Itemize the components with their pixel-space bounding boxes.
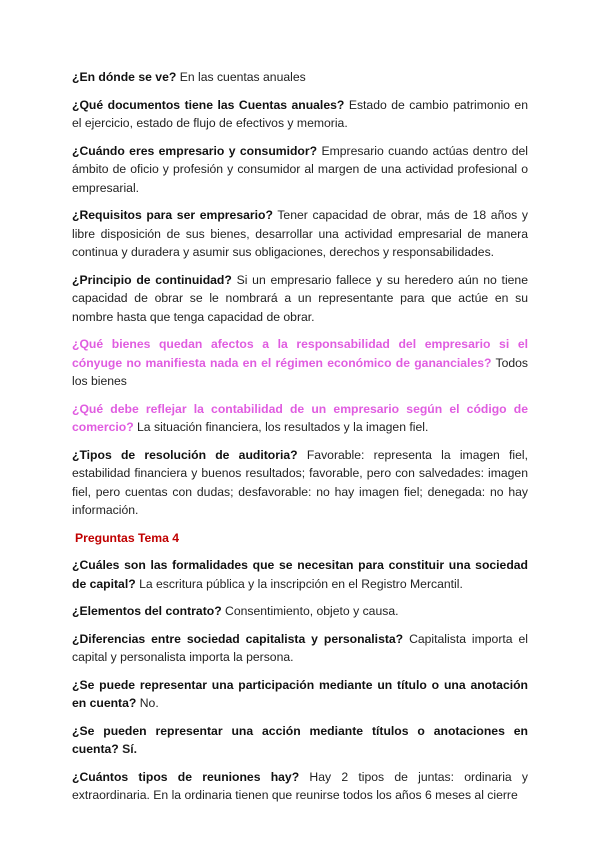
answer: La escritura pública y la inscripción en el Registro Mercantil.: [139, 576, 463, 591]
answer: Todos los bienes: [72, 355, 529, 388]
qa-item: [72, 602, 528, 621]
answer: En las cuentas anuales: [179, 70, 306, 84]
qa-item: [72, 271, 528, 327]
section-title: Preguntas Tema 4: [75, 530, 180, 545]
qa-item: [72, 400, 528, 437]
qa-item: [72, 68, 528, 87]
question-highlighted: ¿Qué debe reflejar la contabilidad de un empresario según el código de comercio?: [72, 401, 528, 434]
question: ¿Tipos de resolución de auditoria?: [72, 447, 298, 462]
question: ¿Qué documentos tiene las Cuentas anuales?: [72, 97, 345, 112]
question: ¿Diferencias entre sociedad capitalista y personalista?: [72, 631, 404, 646]
qa-item: [72, 96, 528, 133]
question: ¿Se pueden representar una acción mediante títulos o anotaciones en cuenta?: [72, 723, 528, 756]
question: ¿Elementos del contrato?: [72, 604, 222, 618]
answer: Capitalista importa el capital y personalista importa la persona.: [72, 631, 528, 664]
question: ¿Se puede representar una participación mediante un título o una anotación en cuenta?: [72, 677, 528, 710]
question: ¿Principio de continuidad?: [72, 272, 232, 287]
answer: La situación financiera, los resultados y la imagen fiel.: [137, 420, 429, 434]
question: ¿Cuántos tipos de reuniones hay?: [72, 769, 300, 784]
answer: Sí.: [122, 742, 138, 756]
question-highlighted: ¿Qué bienes quedan afectos a la responsabilidad del empresario si el cónyuge no manifiesta nada en el régimen económico de gananciales?: [72, 337, 528, 370]
question: ¿Cuáles son las formalidades que se necesitan para constituir una sociedad de capital?: [72, 558, 528, 591]
qa-item: [72, 206, 528, 262]
answer: Hay 2 tipos de juntas: ordinaria y extraordinaria. En la ordinaria tienen que reunirse todos los años 6 meses al cierre: [72, 769, 529, 802]
answer: Empresario cuando actúas dentro del ámbito de oficio y profesión y consumidor al margen de una actividad profesional o empresarial.: [72, 143, 529, 195]
qa-item: [72, 676, 528, 713]
answer: Estado de cambio patrimonio en el ejercicio, estado de flujo de efectivos y memoria.: [72, 97, 528, 130]
answer: Favorable: representa la imagen fiel, estabilidad financiera y buenos resultados; favorable, pero con salvedades: imagen fiel, pero cuentas con dudas; desfavorable: no hay imagen fiel; denegada: no hay información.: [72, 447, 529, 517]
qa-item: [72, 446, 528, 520]
answer: Consentimiento, objeto y causa.: [225, 604, 399, 618]
qa-item: [72, 556, 528, 593]
answer: Tener capacidad de obrar, más de 18 años y libre disposición de sus bienes, desarrollar una actividad empresarial de manera continua y duradera y asumir sus obligaciones, derechos y responsabilidades.: [72, 208, 528, 259]
qa-item: [72, 142, 528, 198]
question: ¿En dónde se ve?: [72, 70, 177, 84]
qa-item: [72, 630, 528, 667]
qa-item: [72, 722, 528, 759]
qa-item: [72, 768, 528, 805]
answer: Si un empresario fallece y su heredero aún no tiene capacidad de obrar se le nombrará a un representante para que actúe en su nombre hasta que tenga capacidad de obrar.: [72, 272, 528, 324]
question: ¿Requisitos para ser empresario?: [72, 208, 273, 222]
qa-item: [72, 335, 528, 391]
question: ¿Cuándo eres empresario y consumidor?: [72, 143, 318, 158]
answer: No.: [139, 696, 159, 710]
